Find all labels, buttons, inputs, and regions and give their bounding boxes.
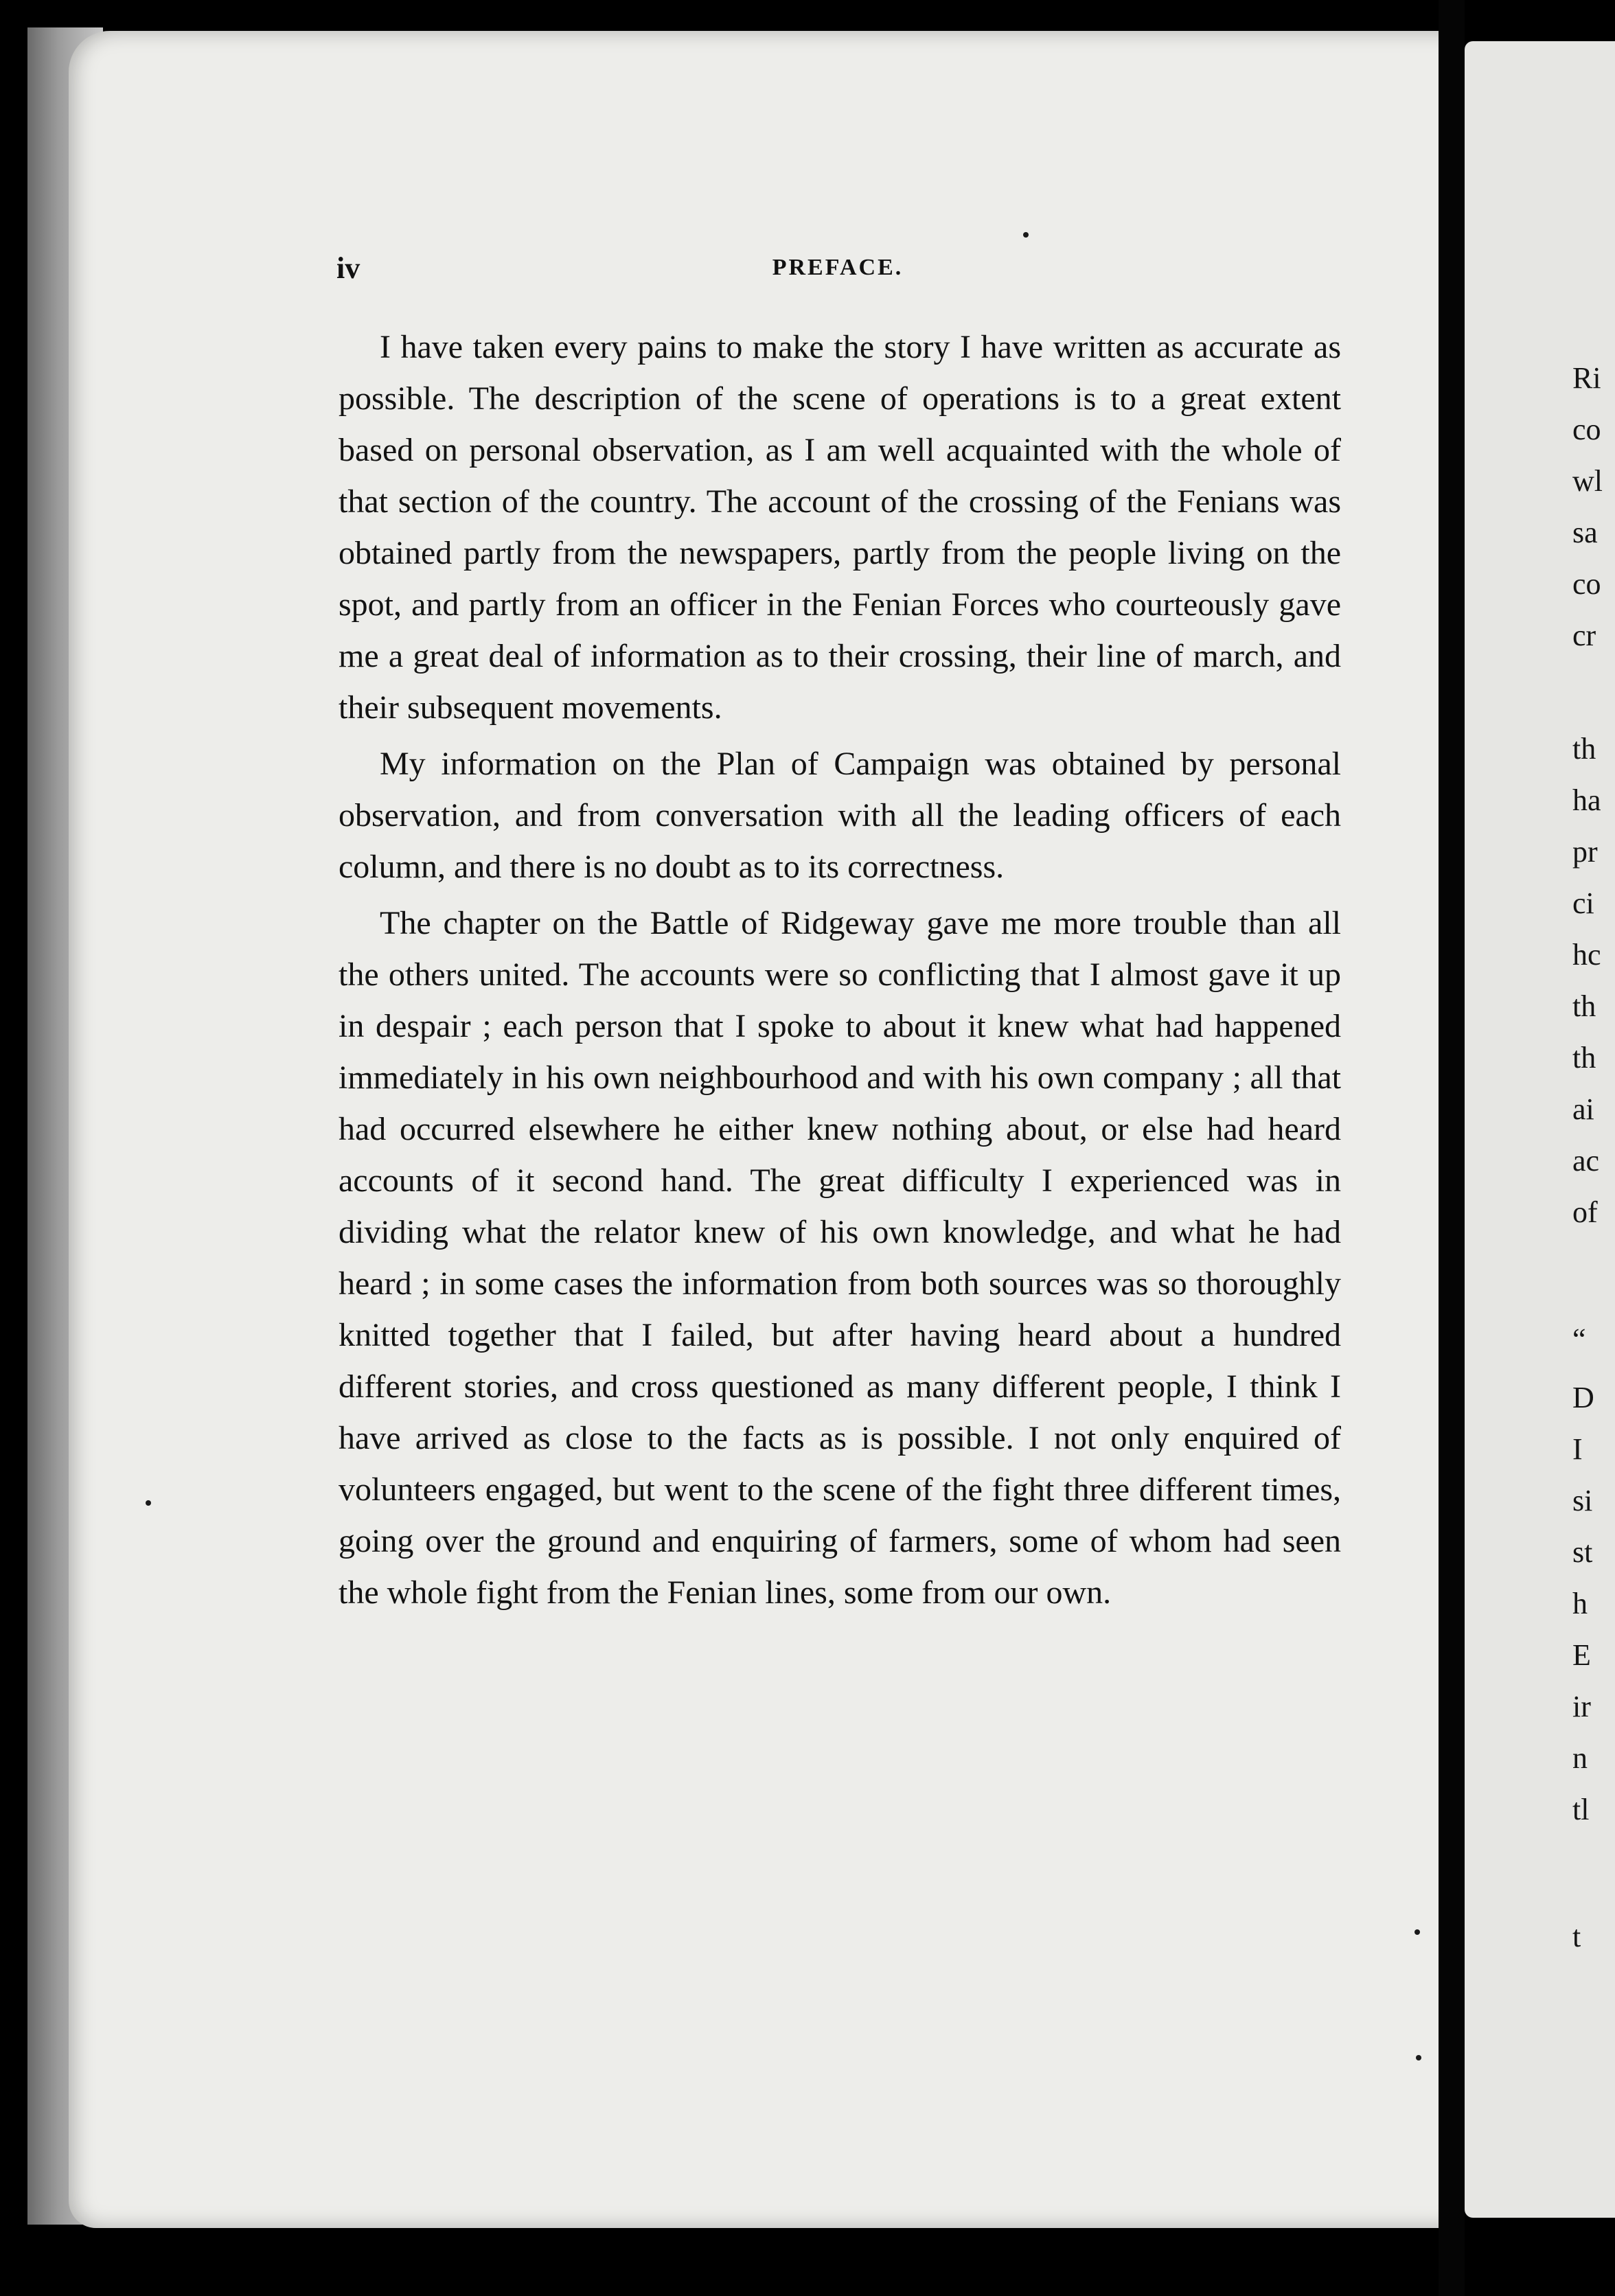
print-speck bbox=[1414, 1929, 1420, 1935]
facing-fragment: t bbox=[1572, 1920, 1581, 1953]
facing-fragment: D bbox=[1572, 1381, 1594, 1414]
print-speck bbox=[1023, 232, 1029, 238]
facing-fragment: of bbox=[1572, 1195, 1598, 1229]
facing-fragment: h bbox=[1572, 1587, 1588, 1620]
print-speck bbox=[1416, 2055, 1421, 2060]
facing-fragment: tl bbox=[1572, 1793, 1590, 1826]
preface-body bbox=[339, 321, 1341, 1623]
facing-fragment: E bbox=[1572, 1638, 1591, 1672]
facing-fragment: co bbox=[1572, 567, 1601, 601]
page-fold-shadow bbox=[1439, 0, 1465, 2296]
facing-fragment: ha bbox=[1572, 783, 1601, 817]
page-number: iv bbox=[336, 251, 360, 285]
running-title: PREFACE. bbox=[772, 255, 904, 280]
facing-fragment: “ bbox=[1572, 1322, 1586, 1356]
paragraph: My information on the Plan of Campaign was obtained by personal observation, and from conversation with all the leading officers of each column, and there is no doubt as to its correctness. bbox=[339, 746, 1341, 885]
facing-fragment: ac bbox=[1572, 1144, 1600, 1178]
facing-fragment: ci bbox=[1572, 886, 1594, 920]
print-speck bbox=[146, 1500, 151, 1506]
facing-fragment: ir bbox=[1572, 1690, 1591, 1723]
facing-fragment: ai bbox=[1572, 1092, 1594, 1126]
facing-fragment: th bbox=[1572, 1041, 1596, 1075]
facing-fragment: wl bbox=[1572, 464, 1603, 498]
facing-fragment: sa bbox=[1572, 516, 1598, 549]
facing-fragment: si bbox=[1572, 1484, 1593, 1517]
facing-fragment: cr bbox=[1572, 619, 1596, 652]
running-head bbox=[336, 251, 1339, 292]
facing-fragment: Ri bbox=[1572, 361, 1601, 395]
facing-fragment: th bbox=[1572, 989, 1596, 1023]
facing-fragment: n bbox=[1572, 1741, 1588, 1775]
paragraph: I have taken every pains to make the story I have written as accurate as possible. The description of the scene of operations is to a great extent based on personal observation, as I am well acquainted with the whole of that section of the country. The account of the crossing of the Fenians was obtained partly from the newspapers, partly from the people living on the spot, and partly from an officer in the Fenian Forces who courteously gave me a great deal of information as to their crossing, their line of march, and their subsequent movements. bbox=[339, 329, 1341, 726]
facing-fragment: I bbox=[1572, 1432, 1583, 1466]
facing-fragment: st bbox=[1572, 1535, 1593, 1569]
paragraph: The chapter on the Battle of Ridgeway gave me more trouble than all the others united. The accounts were so conflicting that I almost gave it up in despair ; each person that I spoke to about it knew what had happened immediately in his own neighbourhood and with his own company ; all that had occurred elsewhere he either knew nothing about, or else had heard accounts of it second hand. The great difficulty I experienced was in dividing what the relator knew of his own knowledge, and what he had heard ; in some cases the information from both sources was so thoroughly knitted together that I failed, but after having heard about a hundred different stories, and cross questioned as many different people, I think I have arrived as close to the facts as is possible. I not only enquired of volunteers engaged, but went to the scene of the fight three different times, going over the ground and enquiring of farmers, some of whom had seen the whole fight from the Fenian lines, some from our own. bbox=[339, 905, 1341, 1611]
facing-fragment: co bbox=[1572, 413, 1601, 446]
facing-fragment: pr bbox=[1572, 835, 1598, 869]
facing-fragment: th bbox=[1572, 732, 1596, 766]
facing-fragment: hc bbox=[1572, 938, 1601, 972]
